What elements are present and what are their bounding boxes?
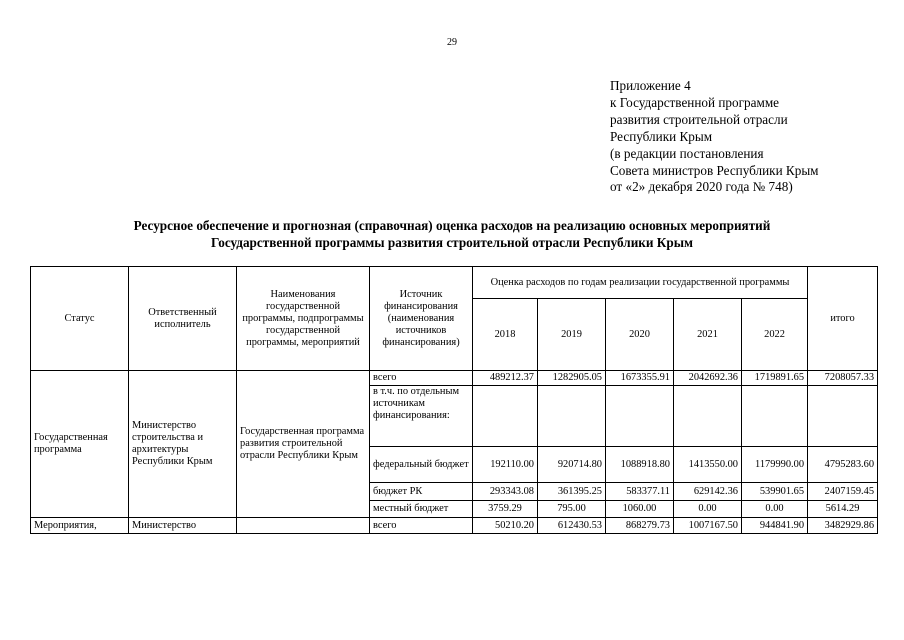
value-cell: 1282905.05 bbox=[538, 371, 606, 386]
total-cell: 4795283.60 bbox=[808, 447, 878, 483]
value-cell: 1719891.65 bbox=[742, 371, 808, 386]
total-cell: 2407159.45 bbox=[808, 483, 878, 501]
value-cell: 920714.80 bbox=[538, 447, 606, 483]
value-cell: 795.00 bbox=[538, 501, 606, 518]
appendix-line: от «2» декабря 2020 года № 748) bbox=[610, 179, 793, 195]
resource-table bbox=[30, 266, 878, 534]
value-cell bbox=[473, 386, 538, 447]
source-cell: бюджет РК bbox=[370, 483, 473, 501]
header-status: Статус bbox=[31, 267, 129, 371]
header-total: итого bbox=[808, 267, 878, 371]
document-title bbox=[0, 217, 904, 251]
value-cell: 1673355.91 bbox=[606, 371, 674, 386]
appendix-line: к Государственной программе bbox=[610, 94, 780, 110]
table-row bbox=[31, 518, 878, 534]
measures-executor: Министерство bbox=[129, 518, 237, 534]
value-cell: 944841.90 bbox=[742, 518, 808, 534]
total-cell: 7208057.33 bbox=[808, 371, 878, 386]
appendix-line: (в редакции постановления bbox=[610, 145, 764, 161]
value-cell: 612430.53 bbox=[538, 518, 606, 534]
value-cell: 2042692.36 bbox=[674, 371, 742, 386]
source-cell: в т.ч. по отдельным источникам финансирования: bbox=[370, 386, 473, 447]
header-executor: Ответственный исполнитель bbox=[129, 267, 237, 371]
source-cell: всего bbox=[370, 371, 473, 386]
program-executor: Министерство строительства и архитектуры Республики Крым bbox=[129, 371, 237, 518]
measures-status: Мероприятия, bbox=[31, 518, 129, 534]
header-names: Наименования государственной программы, подпрограммы государственной программы, мероприятий bbox=[237, 267, 370, 371]
value-cell: 1007167.50 bbox=[674, 518, 742, 534]
value-cell: 0.00 bbox=[742, 501, 808, 518]
header-year: 2019 bbox=[538, 299, 606, 371]
value-cell: 192110.00 bbox=[473, 447, 538, 483]
program-name: Государственная программа развития строительной отрасли Республики Крым bbox=[237, 371, 370, 518]
total-cell: 5614.29 bbox=[808, 501, 878, 518]
measures-name bbox=[237, 518, 370, 534]
value-cell bbox=[742, 386, 808, 447]
value-cell: 868279.73 bbox=[606, 518, 674, 534]
table-row bbox=[31, 371, 878, 386]
header-estimate: Оценка расходов по годам реализации государственной программы bbox=[473, 267, 808, 299]
program-status: Государственная программа bbox=[31, 371, 129, 518]
header-year: 2020 bbox=[606, 299, 674, 371]
header-year: 2022 bbox=[742, 299, 808, 371]
value-cell: 539901.65 bbox=[742, 483, 808, 501]
title-line: Ресурсное обеспечение и прогнозная (справочная) оценка расходов на реализацию основных мероприятий bbox=[133, 218, 771, 233]
appendix-note bbox=[610, 78, 819, 196]
value-cell: 629142.36 bbox=[674, 483, 742, 501]
header-row bbox=[31, 267, 878, 299]
header-year: 2021 bbox=[674, 299, 742, 371]
value-cell: 583377.11 bbox=[606, 483, 674, 501]
value-cell: 3759.29 bbox=[473, 501, 538, 518]
appendix-line: развития строительной отрасли bbox=[610, 111, 788, 127]
header-source: Источник финансирования (наименования источников финансирования) bbox=[370, 267, 473, 371]
total-cell: 3482929.86 bbox=[808, 518, 878, 534]
appendix-line: Совета министров Республики Крым bbox=[610, 162, 819, 178]
page-number: 29 bbox=[447, 37, 457, 48]
title-line: Государственной программы развития строительной отрасли Республики Крым bbox=[211, 235, 693, 250]
value-cell bbox=[606, 386, 674, 447]
value-cell bbox=[538, 386, 606, 447]
header-year: 2018 bbox=[473, 299, 538, 371]
source-cell: федеральный бюджет bbox=[370, 447, 473, 483]
value-cell: 50210.20 bbox=[473, 518, 538, 534]
value-cell: 1413550.00 bbox=[674, 447, 742, 483]
appendix-line: Приложение 4 bbox=[610, 78, 691, 93]
value-cell bbox=[674, 386, 742, 447]
value-cell: 0.00 bbox=[674, 501, 742, 518]
value-cell: 489212.37 bbox=[473, 371, 538, 386]
value-cell: 293343.08 bbox=[473, 483, 538, 501]
value-cell: 1060.00 bbox=[606, 501, 674, 518]
source-cell: всего bbox=[370, 518, 473, 534]
value-cell: 361395.25 bbox=[538, 483, 606, 501]
total-cell bbox=[808, 386, 878, 447]
source-cell: местный бюджет bbox=[370, 501, 473, 518]
appendix-line: Республики Крым bbox=[610, 128, 713, 144]
value-cell: 1088918.80 bbox=[606, 447, 674, 483]
value-cell: 1179990.00 bbox=[742, 447, 808, 483]
